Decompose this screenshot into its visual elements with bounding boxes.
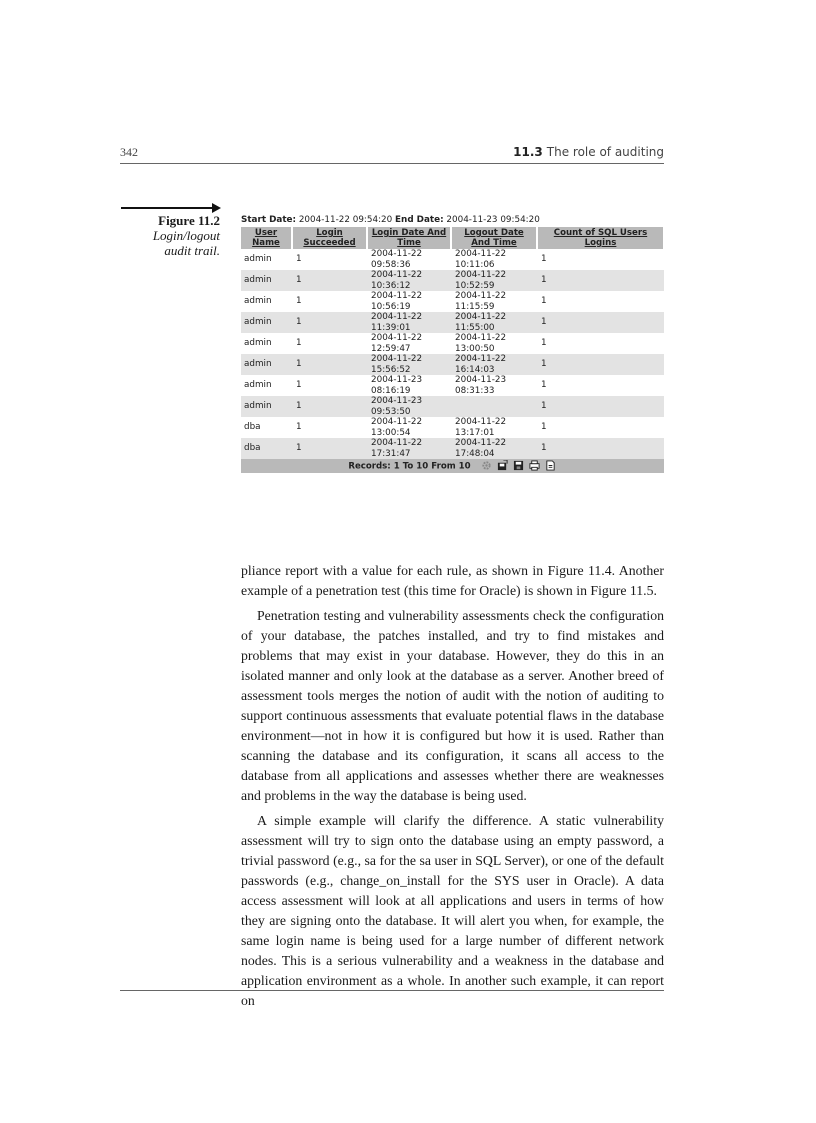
paragraph: pliance report with a value for each rule, as shown in Figure 11.4. Another example of a penetration test (this time for Oracle) is shown in Figure 11.5. xyxy=(241,563,664,598)
date-range xyxy=(241,214,664,227)
cell-login-succeeded: 1 xyxy=(296,296,302,307)
cell-logout-time: 2004-11-22 11:55:00 xyxy=(451,312,537,333)
cell-login-succeeded: 1 xyxy=(292,354,367,375)
table-row xyxy=(241,438,664,459)
table-row xyxy=(241,396,664,417)
paragraph: A simple example will clarify the difference. A static vulnerability assessment will try to sign onto the database using an empty password, a trivial password (e.g., sa for the sa user in SQL Server), or one of the default passwords (e.g., change_on_install for the SYS user in Oracle). A data access assessment will look at all applications and users in terms of how they are signing onto the database. It will alert you when, for example, the same login name is being used for a large number of different network nodes. This is a serious vulnerability and a weakness in the database and application environment as a whole. In another such example, it can report on xyxy=(241,813,664,1008)
paragraph: Penetration testing and vulnerability assessments check the configuration of your database, the patches installed, and try to find mistakes and problems that may exist in your database. However, they do this in an isolated manner and only look at the database as a server. Another breed of assessment tools merges the notion of audit with the notion of auditing to support continuous assessments that evaluate potential flaws in the database environment—not in how it is configured but how it is used. Rather than scanning the database and its configuration, it scans all access to the database from all applications and assesses whether there are weaknesses and problems in the way the database is being used. xyxy=(241,608,664,803)
save-as-icon[interactable] xyxy=(497,460,508,471)
cell-login-succeeded: 1 xyxy=(296,380,302,391)
cell-login-time: 2004-11-23 08:16:19 xyxy=(371,375,423,396)
column-header-login-time[interactable]: Login Date And Time xyxy=(367,227,451,249)
table-row xyxy=(241,270,664,291)
cell-login-succeeded: 1 xyxy=(296,254,302,265)
figure-caption xyxy=(153,213,220,258)
audit-table-body xyxy=(241,249,664,459)
figure-caption-line: audit trail. xyxy=(164,243,220,258)
cell-login-succeeded: 1 xyxy=(292,312,367,333)
export-icon[interactable] xyxy=(545,460,556,471)
cell-login-time: 2004-11-22 15:56:52 xyxy=(367,354,451,375)
cell-user: admin xyxy=(241,396,292,417)
figure-caption-line: Login/logout xyxy=(152,228,220,243)
cell-login-time: 2004-11-22 11:39:01 xyxy=(367,312,451,333)
cell-user: admin xyxy=(241,312,292,333)
gear-icon[interactable] xyxy=(481,460,492,471)
cell-count: 1 xyxy=(537,396,664,417)
table-header-row xyxy=(241,227,664,249)
cell-login-time: 2004-11-22 09:58:36 xyxy=(371,249,423,270)
cell-login-succeeded: 1 xyxy=(296,422,302,433)
records-label: Records: 1 To 10 From 10 xyxy=(348,461,471,472)
table-row xyxy=(241,333,664,354)
running-head xyxy=(513,145,664,159)
cell-user: admin xyxy=(244,254,272,265)
table-row xyxy=(241,249,664,270)
records-footer xyxy=(241,459,664,473)
cell-login-succeeded: 1 xyxy=(292,270,367,291)
cell-logout-time: 2004-11-22 10:11:06 xyxy=(455,249,507,270)
cell-user: admin xyxy=(244,380,272,391)
cell-count: 1 xyxy=(541,380,547,391)
cell-login-time: 2004-11-22 13:00:54 xyxy=(371,417,423,438)
cell-count: 1 xyxy=(541,296,547,307)
table-row xyxy=(241,312,664,333)
cell-login-time: 2004-11-22 10:56:19 xyxy=(371,291,423,312)
cell-login-succeeded: 1 xyxy=(292,438,367,459)
cell-user: admin xyxy=(241,270,292,291)
cell-user: admin xyxy=(244,296,272,307)
table-row xyxy=(241,291,664,312)
cell-count: 1 xyxy=(537,270,664,291)
toolbar-icons xyxy=(480,459,557,473)
start-date-value: 2004-11-22 09:54:20 xyxy=(298,215,393,225)
cell-user: dba xyxy=(244,422,261,433)
cell-login-time: 2004-11-22 12:59:47 xyxy=(371,333,423,354)
cell-logout-time: 2004-11-22 11:15:59 xyxy=(455,291,507,312)
footer-rule xyxy=(120,990,664,991)
cell-count: 1 xyxy=(541,422,547,433)
cell-logout-time: 2004-11-23 08:31:33 xyxy=(455,375,507,396)
page-number: 342 xyxy=(120,145,138,159)
cell-login-time: 2004-11-22 17:31:47 xyxy=(367,438,451,459)
cell-logout-time: 2004-11-22 17:48:04 xyxy=(451,438,537,459)
cell-user: dba xyxy=(241,438,292,459)
end-date-value: 2004-11-23 09:54:20 xyxy=(446,215,540,225)
table-row xyxy=(241,375,664,396)
cell-count: 1 xyxy=(537,312,664,333)
cell-logout-time: 2004-11-22 13:17:01 xyxy=(455,417,507,438)
cell-logout-time xyxy=(451,396,537,417)
start-date-label: Start Date: xyxy=(241,215,297,225)
print-icon[interactable] xyxy=(529,460,540,471)
cell-logout-time: 2004-11-22 10:52:59 xyxy=(451,270,537,291)
cell-count: 1 xyxy=(537,354,664,375)
cell-count: 1 xyxy=(541,254,547,265)
section-title: The role of auditing xyxy=(546,145,664,159)
save-icon[interactable] xyxy=(513,460,524,471)
audit-report-screenshot xyxy=(241,214,664,473)
column-header-count[interactable]: Count of SQL Users Logins xyxy=(537,227,664,249)
audit-table xyxy=(241,227,665,459)
cell-logout-time: 2004-11-22 13:00:50 xyxy=(455,333,507,354)
cell-user: admin xyxy=(241,354,292,375)
cell-login-succeeded: 1 xyxy=(296,338,302,349)
body-text xyxy=(241,561,664,1011)
cell-logout-time: 2004-11-22 16:14:03 xyxy=(451,354,537,375)
header-rule xyxy=(120,163,664,164)
table-row xyxy=(241,354,664,375)
table-row xyxy=(241,417,664,438)
figure-label: Figure 11.2 xyxy=(158,213,220,228)
end-date-label: End Date: xyxy=(395,215,444,225)
cell-user: admin xyxy=(244,338,272,349)
cell-login-succeeded: 1 xyxy=(292,396,367,417)
cell-login-time: 2004-11-22 10:36:12 xyxy=(367,270,451,291)
section-number: 11.3 xyxy=(513,145,543,159)
cell-login-time: 2004-11-23 09:53:50 xyxy=(367,396,451,417)
cell-count: 1 xyxy=(541,338,547,349)
column-header-logout-time[interactable]: Logout Date And Time xyxy=(451,227,537,249)
column-header-user[interactable]: User Name xyxy=(241,227,292,249)
column-header-login-succeeded[interactable]: Login Succeeded xyxy=(292,227,367,249)
caption-arrow-icon xyxy=(121,203,220,213)
cell-count: 1 xyxy=(537,438,664,459)
